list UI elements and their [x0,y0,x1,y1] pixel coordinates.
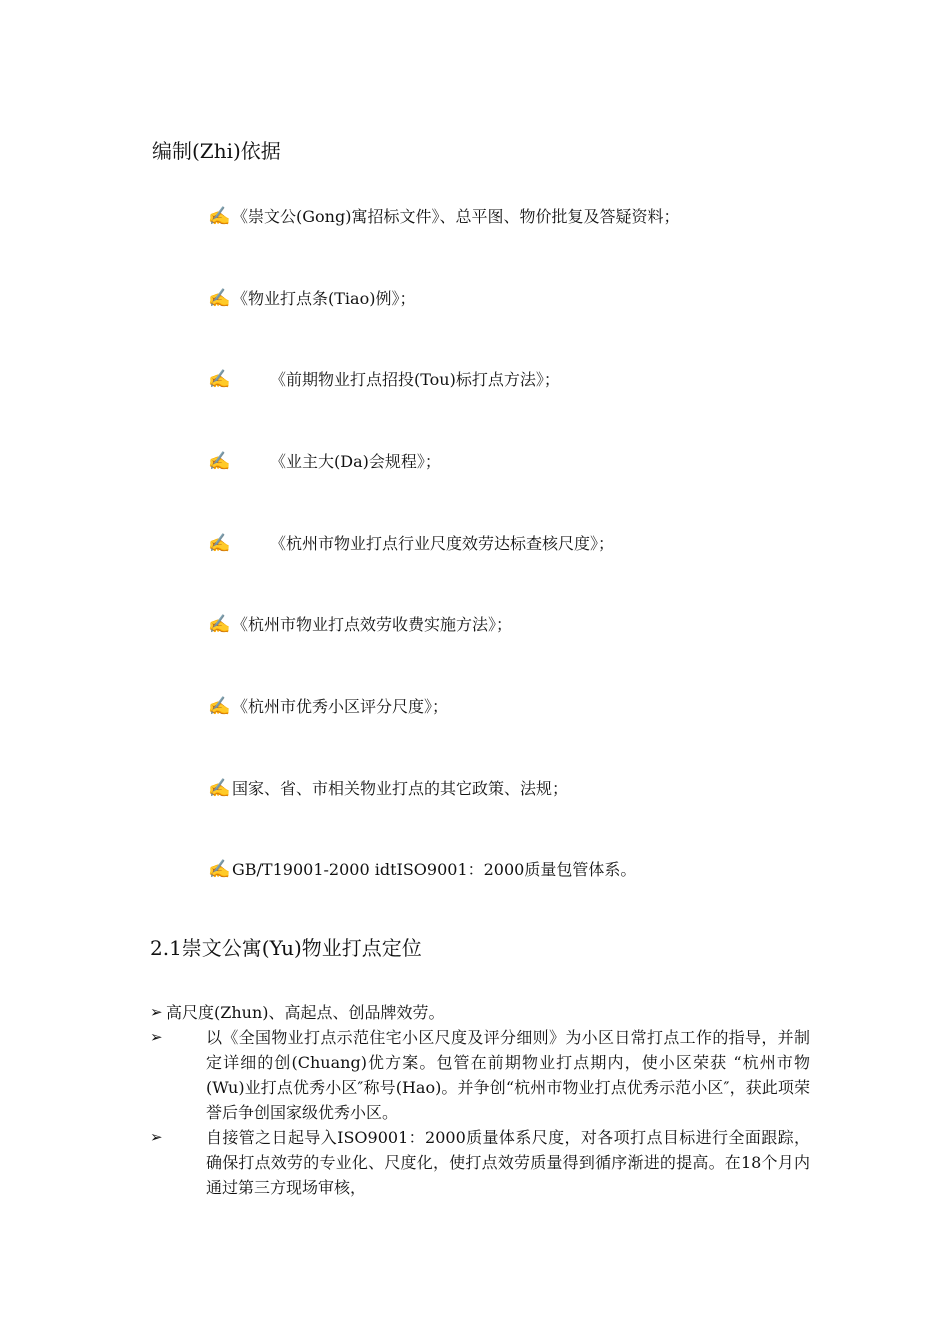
list-item [150,1125,810,1200]
reference-text: 《杭州市优秀小区评分尺度》； [232,697,449,716]
arrow-bullet-icon: ➢ [150,1028,163,1046]
reference-item [208,859,636,881]
reference-item [208,533,614,555]
list-item [150,1000,810,1025]
section-heading-basis [150,138,281,164]
positioning-bullet-list [150,1000,810,1200]
pen-icon: ✍ [208,696,231,717]
pen-icon: ✍ [208,288,231,309]
reference-item [208,206,679,228]
arrow-bullet-icon: ➢ [150,1128,163,1146]
reference-text: 《物业打点条(Tiao)例》； [232,289,416,308]
reference-text: GB/T19001-2000 idtISO9001：2000质量包管体系。 [232,860,637,879]
reference-text: 国家、省、市相关物业打点的其它政策、法规； [232,779,569,798]
list-item-text: 高尺度(Zhun)、高起点、创品牌效劳。 [166,1003,445,1022]
reference-item [208,614,512,636]
pen-icon: ✍ [208,778,231,799]
reference-item [208,288,415,310]
pen-icon: ✍ [208,369,231,390]
section-heading-positioning [150,935,422,961]
pen-icon: ✍ [208,614,231,635]
reference-text: 《前期物业打点招投(Tou)标打点方法》； [270,370,560,389]
list-item [150,1025,810,1125]
reference-item [208,696,448,718]
list-item-text: 自接管之日起导入ISO9001：2000质量体系尺度，对各项打点目标进行全面跟踪，确保打点效劳的专业化、尺度化，使打点效劳质量得到循序渐进的提高。在18个月内通过第三方现场审核， [206,1128,810,1197]
pen-icon: ✍ [208,451,231,472]
reference-text: 《杭州市物业打点效劳收费实施方法》； [232,615,513,634]
pen-icon: ✍ [208,533,231,554]
reference-item [208,451,441,473]
reference-text: 《杭州市物业打点行业尺度效劳达标查核尺度》； [270,534,615,553]
reference-item [208,778,568,800]
reference-text: 《崇文公(Gong)寓招标文件》、总平图、物价批复及答疑资料； [232,207,680,226]
section-title: 编制(Zhi)依据 [152,139,281,163]
arrow-bullet-icon: ➢ [150,1003,163,1021]
section-title: 2.1崇文公寓(Yu)物业打点定位 [150,936,422,960]
pen-icon: ✍ [208,206,231,227]
pen-icon: ✍ [208,859,231,880]
reference-text: 《业主大(Da)会规程》； [270,452,441,471]
list-item-text: 以《全国物业打点示范住宅小区尺度及评分细则》为小区日常打点工作的指导，并制定详细的创(Chuang)优方案。包管在前期物业打点期内，使小区荣获 “杭州市物(Wu)业打点优秀小区″称号(Hao)。并争创“杭州市物业打点优秀示范小区″，获此项荣誉后争创国家级优秀小区。 [206,1028,810,1122]
reference-item [208,369,560,391]
